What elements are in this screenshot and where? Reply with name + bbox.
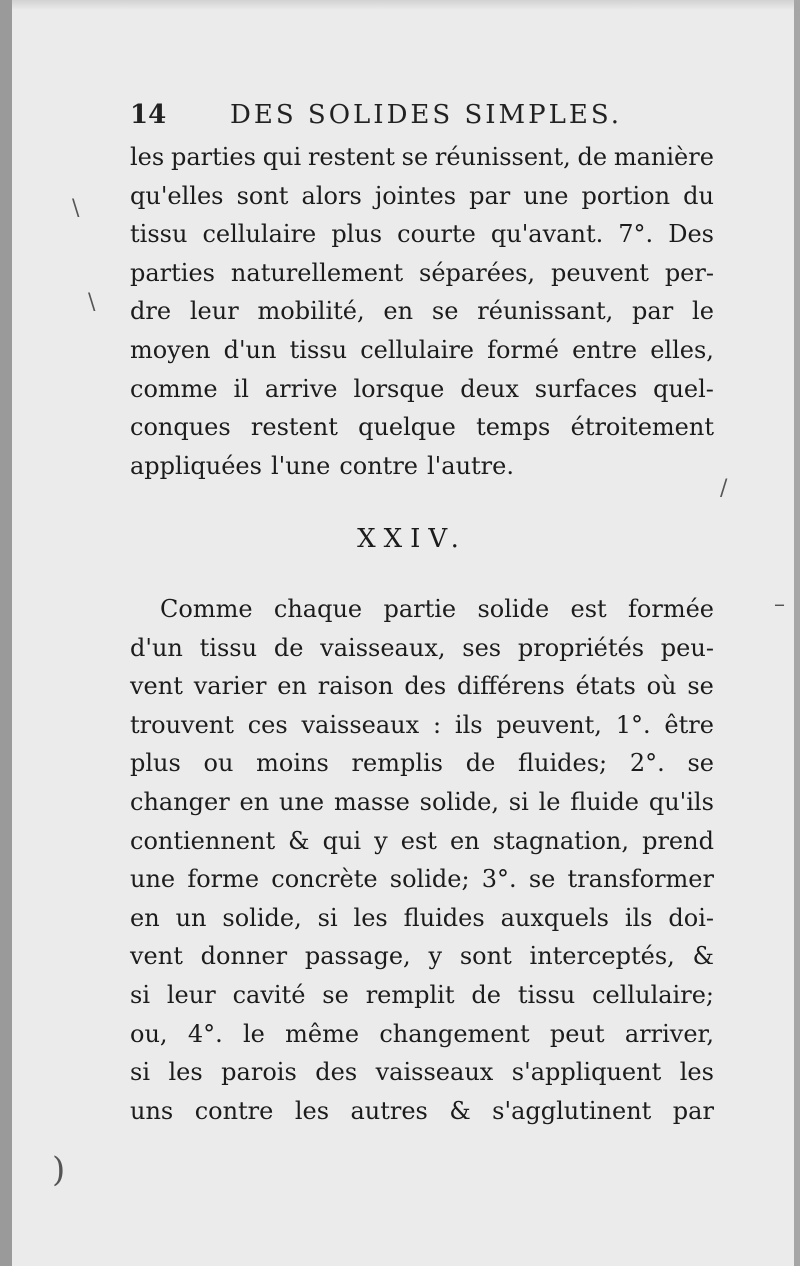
running-head: DES SOLIDES SIMPLES. [230, 100, 623, 130]
text-line: qu'elles sont alors jointes par une portion du [130, 181, 714, 210]
text-line: parties naturellement séparées, peuvent per- [130, 258, 714, 287]
text-line: appliquées l'une contre l'autre. [130, 451, 514, 480]
text-line: Comme chaque partie solide est formée [160, 595, 714, 623]
page-header [116, 96, 716, 136]
text-line: comme il arrive lorsque deux surfaces quel- [130, 374, 714, 403]
text-line: uns contre les autres & s'agglutinent par [130, 1096, 714, 1125]
page-number: 14 [130, 100, 167, 130]
text-line: vent varier en raison des différens états où se [130, 672, 714, 701]
margin-mark: – [774, 592, 785, 617]
text-line: en un solide, si les fluides auxquels ils doi- [130, 903, 714, 932]
text-line: plus ou moins remplis de fluides; 2°. se [130, 749, 714, 778]
text-line: conques restent quelque temps étroitement [130, 413, 714, 442]
margin-mark: \ [72, 196, 80, 221]
text-line: les parties qui restent se réunissent, de manière [130, 143, 714, 171]
text-line: trouvent ces vaisseaux : ils peuvent, 1°. être [130, 710, 714, 739]
section-title: XXIV. [357, 524, 467, 554]
text-line: contiennent & qui y est en stagnation, prend [130, 826, 714, 855]
text-line: d'un tissu de vaisseaux, ses propriétés peu- [130, 633, 714, 662]
text-line: ou, 4°. le même changement peut arriver, [130, 1019, 714, 1048]
text-line: une forme concrète solide; 3°. se transformer [130, 865, 714, 894]
text-line: moyen d'un tissu cellulaire formé entre elles, [130, 335, 714, 364]
text-line: si les parois des vaisseaux s'appliquent les [130, 1058, 714, 1087]
text-line: changer en une masse solide, si le fluide qu'ils [130, 787, 714, 816]
margin-mark: \ [88, 290, 96, 315]
paragraph-2 [130, 590, 714, 1130]
text-line: dre leur mobilité, en se réunissant, par le [130, 297, 714, 326]
margin-mark: ) [52, 1150, 66, 1190]
text-line: si leur cavité se remplit de tissu cellulaire; [130, 980, 714, 1009]
margin-mark: / [720, 476, 728, 501]
text-line: vent donner passage, y sont interceptés, & [130, 942, 714, 971]
paragraph-1 [130, 138, 714, 485]
text-line: tissu cellulaire plus courte qu'avant. 7°. Des [130, 220, 714, 249]
